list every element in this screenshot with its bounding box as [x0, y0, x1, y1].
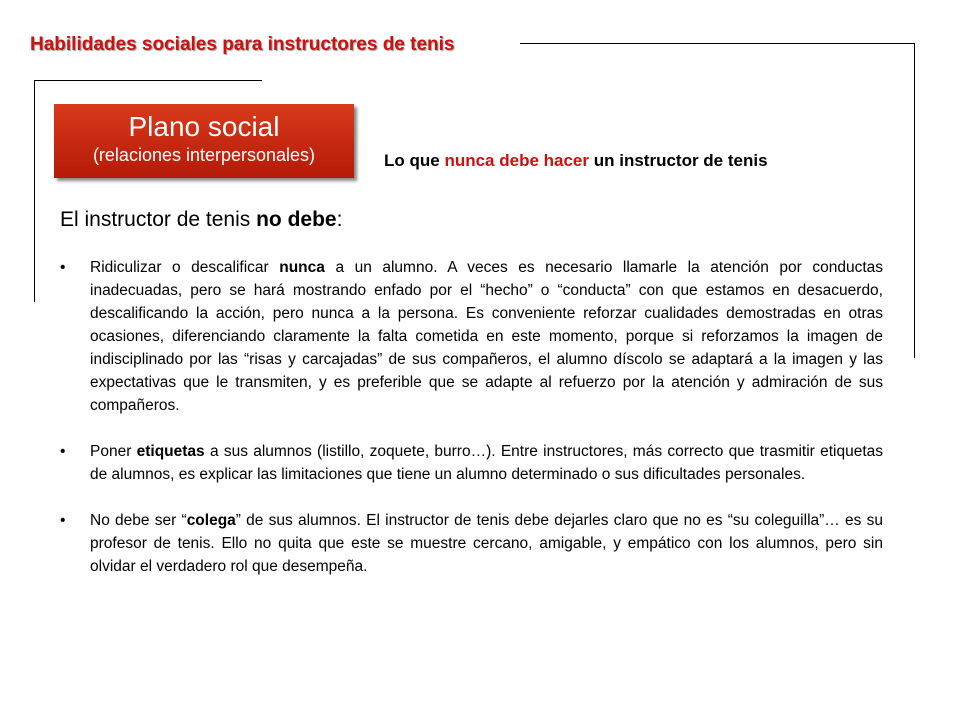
- heading-bold: no debe: [256, 208, 337, 231]
- badge-title: Plano social: [128, 111, 280, 142]
- bullet-text: ” de sus alumnos. El instructor de tenis debe dejarles claro que no es “su coleguilla”… es su profesor de tenis. Ello no quita que este se muestre cercano, amigable, y empático con los alumnos, pero sin olvidar el verdadero rol que desempeña.: [90, 512, 883, 575]
- bullet-keyword: colega: [186, 512, 236, 529]
- bullet-text: a un alumno. A veces es necesario llamarle la atención por conductas inadecuadas, pero se hará mostrando enfado por el “hecho” o “conducta” con que estamos en desacuerdo, descalificando la acción, pero nunca a la persona. Es conveniente reforzar cualidades demostradas en otras ocasiones, diferenciando claramente la falta cometida en este momento, porque si reforzamos la imagen de indisciplinado por las “risas y carcajadas” de sus compañeros, el alumno díscolo se adaptará a la imagen y las expectativas que le transmiten, y es preferible que se adapte al refuerzo por la atención y admiración de sus compañeros.: [90, 259, 883, 414]
- bullet-text: Ridiculizar o descalificar: [90, 259, 280, 276]
- bullet-text: Poner: [90, 443, 137, 460]
- bullet-text: No debe ser “: [90, 512, 187, 529]
- bullet-keyword: nunca: [279, 259, 325, 276]
- page-title: Habilidades sociales para instructores de tenis: [30, 34, 455, 55]
- divider: [914, 43, 915, 358]
- bullet-marker: •: [60, 512, 66, 529]
- bullet-marker: •: [60, 443, 66, 460]
- tagline-part1: Lo que: [384, 151, 445, 170]
- bullet-list: [60, 256, 883, 601]
- section-heading: [60, 208, 342, 232]
- tagline-part3: un instructor de tenis: [589, 151, 768, 170]
- divider: [520, 43, 914, 44]
- tagline-highlight: nunca debe hacer: [444, 151, 590, 170]
- list-item: [60, 509, 883, 578]
- heading-suffix: :: [336, 208, 343, 231]
- section-badge: [54, 104, 354, 178]
- heading-text: El instructor de tenis: [60, 208, 257, 231]
- bullet-keyword: etiquetas: [136, 443, 205, 460]
- tagline: [384, 151, 768, 171]
- list-item: [60, 440, 883, 486]
- divider: [34, 80, 35, 302]
- bullet-text: a sus alumnos (listillo, zoquete, burro…). Entre instructores, más correcto que trasmitir etiquetas de alumnos, es explicar las limitaciones que tiene un alumno determinado o sus dificultades personales.: [90, 443, 883, 483]
- badge-subtitle: (relaciones interpersonales): [92, 145, 316, 165]
- divider: [34, 80, 262, 81]
- list-item: [60, 256, 883, 417]
- bullet-marker: •: [60, 259, 66, 276]
